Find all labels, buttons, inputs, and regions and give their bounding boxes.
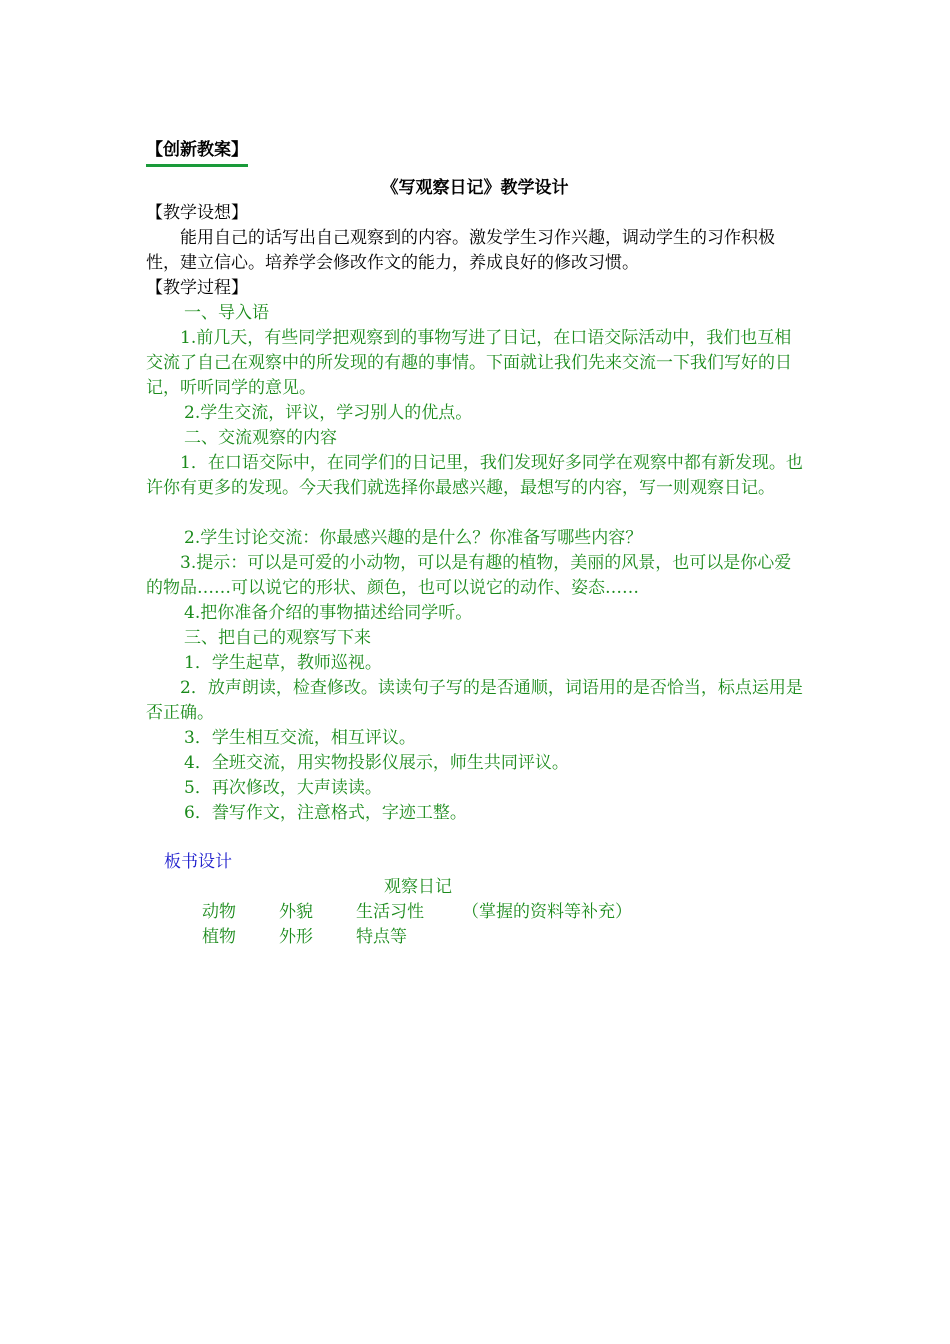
part2-heading: 二、交流观察的内容 — [184, 428, 337, 448]
board-cell: 外形 — [279, 927, 313, 947]
part2-paragraph-3: 3.提示：可以是可爱的小动物，可以是有趣的植物，美丽的风景，也可以是你心爱的物品……可以说它的形状、颜色，也可以说它的动作、姿态…… — [146, 553, 792, 598]
part2-paragraph-2: 2.学生讨论交流：你最感兴趣的是什么？你准备写哪些内容？ — [184, 528, 643, 548]
section-process-heading: 【教学过程】 — [146, 278, 248, 298]
board-cell: （掌握的资料等补充） — [462, 902, 632, 922]
board-cell: 动物 — [202, 902, 236, 922]
board-cell: 植物 — [202, 927, 236, 947]
part3-paragraph-5: 5．再次修改，大声读读。 — [184, 778, 382, 798]
board-cell: 特点等 — [356, 927, 407, 947]
board-center-title: 观察日记 — [384, 877, 452, 897]
part3-paragraph-1: 1．学生起草，教师巡视。 — [184, 653, 382, 673]
board-cell: 生活习性 — [356, 902, 424, 922]
section-idea-text: 能用自己的话写出自己观察到的内容。激发学生习作兴趣，调动学生的习作积极性，建立信心。培养学会修改作文的能力，养成良好的修改习惯。 — [146, 228, 775, 273]
part3-paragraph-2: 2．放声朗读，检查修改。读读句子写的是否通顺，词语用的是否恰当，标点运用是否正确。 — [146, 678, 803, 723]
part1-heading: 一、导入语 — [184, 303, 269, 323]
part3-paragraph-3: 3．学生相互交流，相互评议。 — [184, 728, 416, 748]
part2-paragraph-4: 4.把你准备介绍的事物描述给同学听。 — [184, 603, 473, 623]
document-title: 《写观察日记》教学设计 — [381, 178, 569, 198]
part1-paragraph-1: 1.前几天，有些同学把观察到的事物写进了日记，在口语交际活动中，我们也互相交流了自己在观察中的所发现的有趣的事情。下面就让我们先来交流一下我们写好的日记，听听同学的意见。 — [146, 328, 792, 398]
part2-paragraph-1: 1．在口语交际中，在同学们的日记里，我们发现好多同学在观察中都有新发现。也许你有更多的发现。今天我们就选择你最感兴趣，最想写的内容，写一则观察日记。 — [146, 453, 803, 498]
header-tag: 【创新教案】 — [146, 138, 248, 167]
part1-paragraph-2: 2.学生交流，评议，学习别人的优点。 — [184, 403, 473, 423]
board-heading: 板书设计 — [164, 852, 232, 872]
part3-paragraph-4: 4．全班交流，用实物投影仪展示，师生共同评议。 — [184, 753, 569, 773]
board-cell: 外貌 — [279, 902, 313, 922]
part3-paragraph-6: 6．誊写作文，注意格式，字迹工整。 — [184, 803, 467, 823]
section-idea-heading: 【教学设想】 — [146, 203, 248, 223]
part3-heading: 三、把自己的观察写下来 — [184, 628, 371, 648]
